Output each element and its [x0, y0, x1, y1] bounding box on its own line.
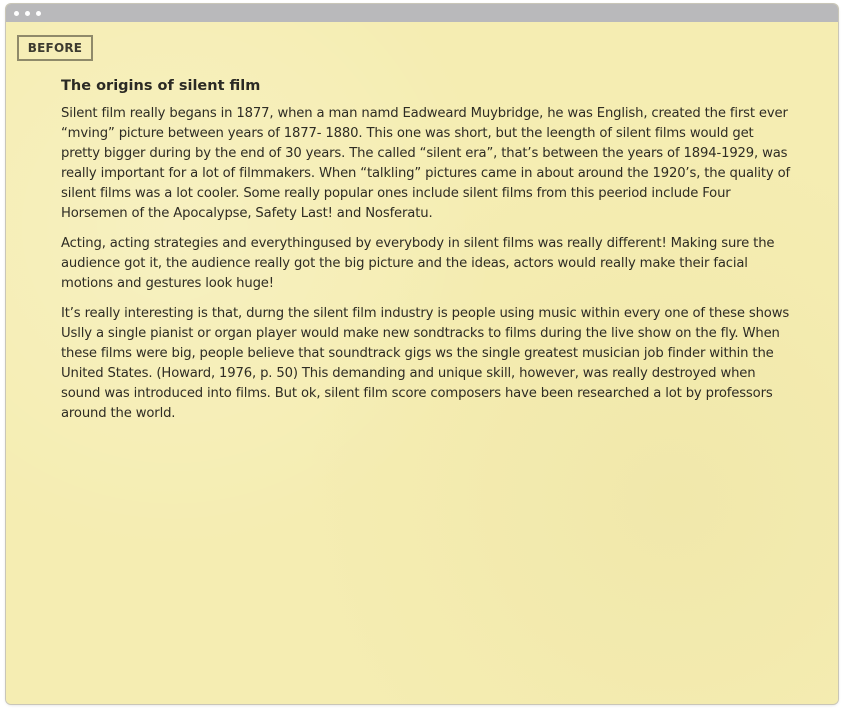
before-badge[interactable]: BEFORE — [17, 35, 93, 61]
article-title: The origins of silent film — [61, 78, 261, 94]
browser-window — [6, 4, 838, 704]
window-titlebar — [6, 4, 838, 22]
window-control-dot-icon[interactable] — [36, 11, 41, 16]
article-paragraph: It’s really interesting is that, durng the silent film industry is people using music within every one of these shows Uslly a single pianist or organ player would make new sondtracks to films during the live show on the fly. When these films were big, people believe that soundtrack gigs ws the single greatest musician job finder within the United States. (Howard, 1976, p. 50) This demanding and unique skill, however, was really destroyed when sound was introduced into films. But ok, silent film score composers have been researched a lot by professors around the world. — [61, 306, 790, 421]
window-controls — [14, 11, 41, 16]
article-paragraph: Silent film really begans in 1877, when a man namd Eadweard Muybridge, he was English, created the first ever “mving” picture between years of 1877- 1880. This one was short, but the leength of silent films would get pretty bigger during by the end of 30 years. The called “silent era”, that’s between the years of 1894-1929, was really important for a lot of filmmakers. When “talkling” pictures came in about around the 1920’s, the quality of silent films was a lot cooler. Some really popular ones include silent films from this peeriod include Four Horsemen of the Apocalypse, Safety Last! and Nosferatu. — [61, 106, 791, 221]
page-content — [6, 22, 838, 704]
article-paragraph: Acting, acting strategies and everythingused by everybody in silent films was really different! Making sure the audience got it, the audience really got the big picture and the ideas, actors would really make their facial motions and gestures look huge! — [61, 236, 775, 291]
window-control-dot-icon[interactable] — [25, 11, 30, 16]
window-control-dot-icon[interactable] — [14, 11, 19, 16]
article — [61, 78, 791, 434]
